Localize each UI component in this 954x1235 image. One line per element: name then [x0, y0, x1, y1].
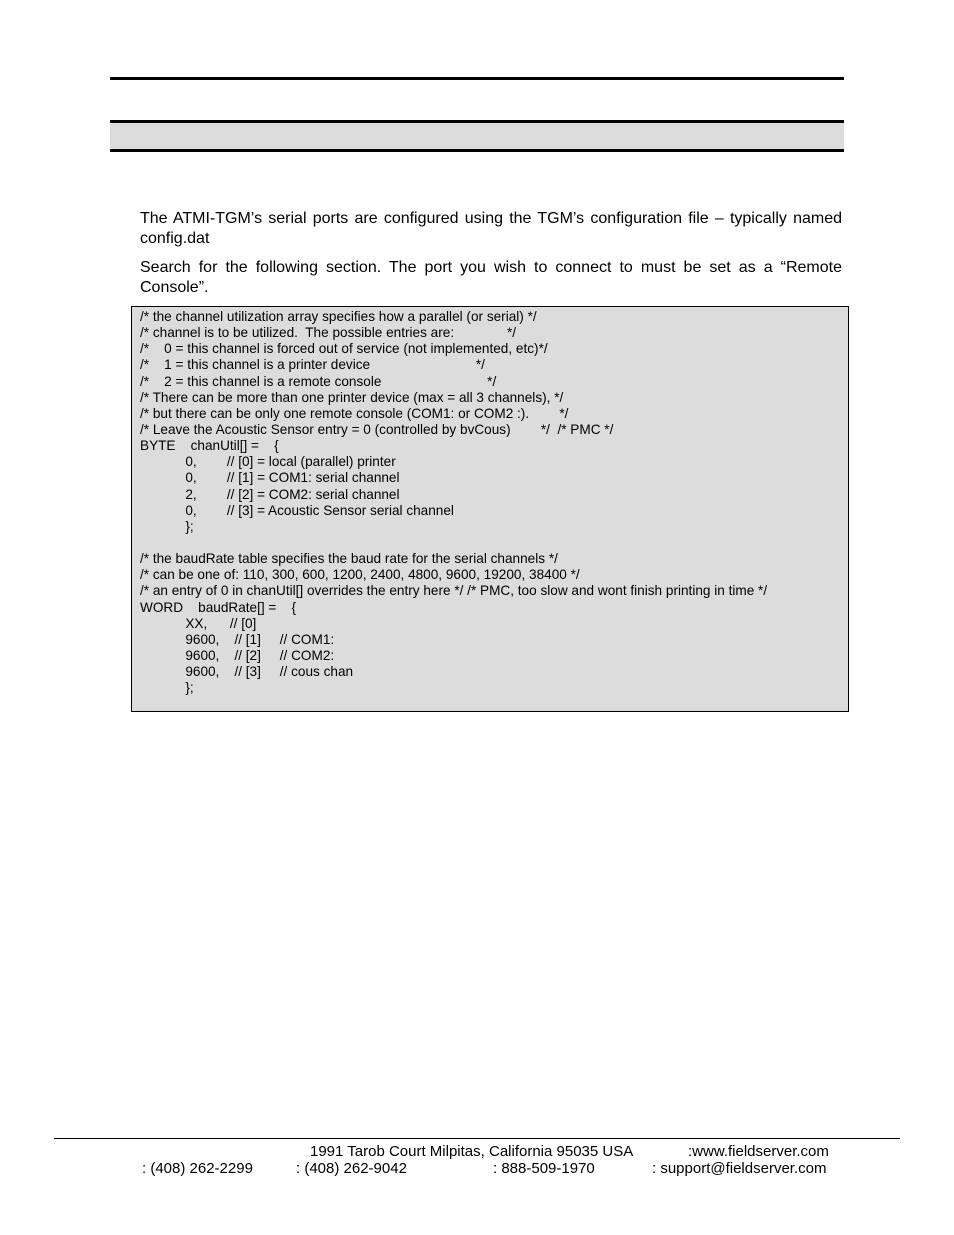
- intro-paragraph: The ATMI-TGM’s serial ports are configured using the TGM’s configuration file – typically named config.dat: [140, 210, 842, 247]
- code-line: /* Leave the Acoustic Sensor entry = 0 (controlled by bvCous) */ /* PMC */: [140, 421, 614, 437]
- footer-address: 1991 Tarob Court Milpitas, California 95035 USA: [310, 1143, 634, 1160]
- footer-website[interactable]: :www.fieldserver.com: [688, 1143, 829, 1160]
- code-line: 9600, // [2] // COM2:: [140, 647, 335, 663]
- section-heading-bar: [110, 120, 844, 152]
- code-line: [140, 535, 840, 551]
- code-line: /* can be one of: 110, 300, 600, 1200, 2400, 4800, 9600, 19200, 38400 */: [140, 567, 580, 583]
- code-line: XX, // [0]: [140, 615, 257, 631]
- code-line: 0, // [0] = local (parallel) printer: [140, 454, 396, 470]
- code-line: 2, // [2] = COM2: serial channel: [140, 486, 400, 502]
- footer-fax: : (408) 262-9042: [296, 1160, 407, 1177]
- code-line: /* There can be more than one printer device (max = all 3 channels), */: [140, 389, 564, 405]
- code-line: 9600, // [1] // COM1:: [140, 631, 335, 647]
- code-line: /* the baudRate table specifies the baud rate for the serial channels */: [140, 551, 558, 567]
- code-line: 0, // [3] = Acoustic Sensor serial channel: [140, 502, 454, 518]
- code-line: };: [140, 680, 194, 696]
- footer-email[interactable]: : support@fieldserver.com: [652, 1160, 827, 1177]
- code-line-wrapped: /* an entry of 0 in chanUtil[] overrides the entry here */ /* PMC, too slow and wont finish printing in time */: [140, 583, 768, 599]
- code-line: /* the channel utilization array specifies how a parallel (or serial) */: [140, 309, 537, 324]
- footer-rule: [54, 1138, 900, 1139]
- code-line: WORD baudRate[] = {: [140, 599, 297, 615]
- code-line: /* 0 = this channel is forced out of service (not implemented, etc)*/: [140, 341, 548, 357]
- header-rule: [110, 77, 844, 80]
- code-line: /* 2 = this channel is a remote console */: [140, 373, 497, 389]
- footer-toll-free: : 888-509-1970: [493, 1160, 595, 1177]
- code-line: /* 1 = this channel is a printer device */: [140, 357, 485, 373]
- code-line: /* channel is to be utilized. The possible entries are: */: [140, 325, 517, 341]
- code-line: /* but there can be only one remote console (COM1: or COM2 :). */: [140, 405, 569, 421]
- footer-telephone: : (408) 262-2299: [142, 1160, 253, 1177]
- code-line: BYTE chanUtil[] = {: [140, 438, 279, 454]
- config-code-block: [131, 306, 849, 712]
- code-line: };: [140, 518, 194, 534]
- instruction-paragraph: Search for the following section. The port you wish to connect to must be set as a “Remote Console”.: [140, 259, 842, 296]
- code-line: 9600, // [3] // cous chan: [140, 664, 354, 680]
- code-line: 0, // [1] = COM1: serial channel: [140, 470, 400, 486]
